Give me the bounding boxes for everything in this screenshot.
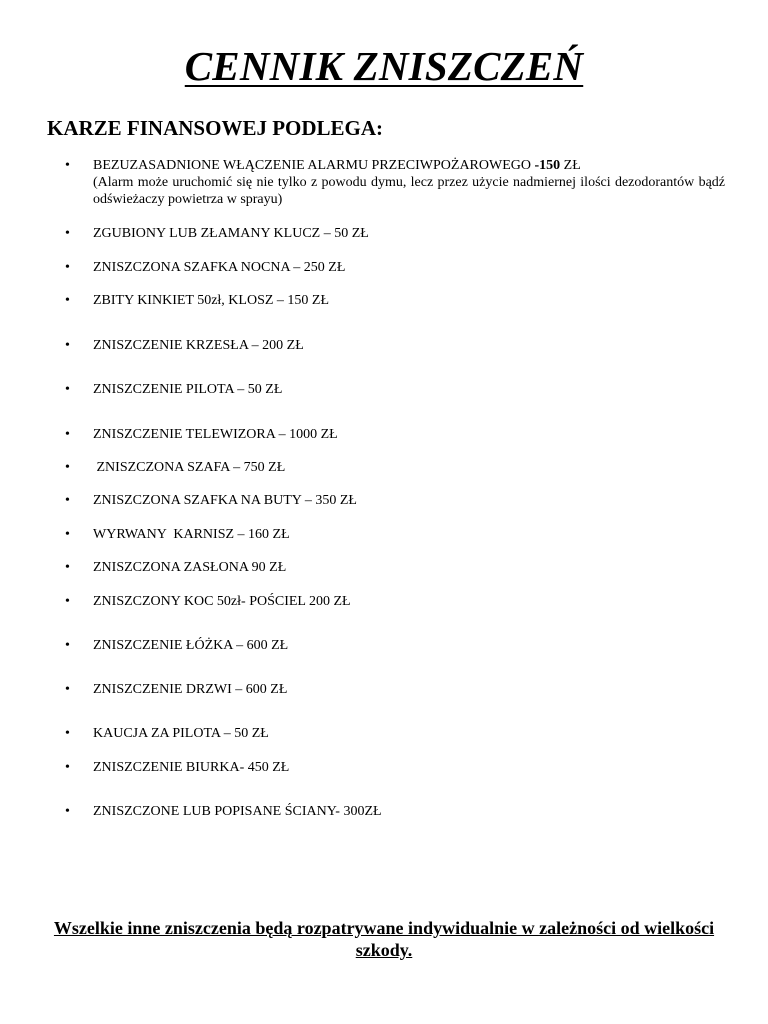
item-text: ZNISZCZENIE TELEWIZORA – 1000 ZŁ: [93, 427, 338, 442]
item-text-main: BEZUZASADNIONE WŁĄCZENIE ALARMU PRZECIWPOŻAROWEGO: [93, 158, 535, 173]
item-text: ZNISZCZENIE ŁÓŻKA – 600 ZŁ: [93, 638, 289, 653]
list-item: [65, 337, 725, 354]
item-text: ZNISZCZONA ZASŁONA 90 ZŁ: [93, 560, 287, 575]
bullet-icon: •: [65, 493, 70, 508]
bullet-icon: •: [65, 226, 70, 241]
list-item: [65, 725, 725, 742]
bullet-icon: •: [65, 638, 70, 653]
bullet-icon: •: [65, 158, 70, 173]
list-item: [65, 803, 725, 820]
list-item: [65, 681, 725, 698]
list-item: [65, 492, 725, 509]
item-text: KAUCJA ZA PILOTA – 50 ZŁ: [93, 726, 269, 741]
bullet-icon: •: [65, 382, 70, 397]
item-text: ZNISZCZENIE BIURKA- 450 ZŁ: [93, 760, 290, 775]
bullet-icon: •: [65, 338, 70, 353]
list-item: [65, 459, 725, 476]
page-title: CENNIK ZNISZCZEŃ: [184, 43, 584, 89]
bullet-icon: •: [65, 427, 70, 442]
list-item: [65, 426, 725, 443]
item-text: ZNISZCZONA SZAFKA NA BUTY – 350 ZŁ: [93, 493, 357, 508]
item-text: ZGUBIONY LUB ZŁAMANY KLUCZ – 50 ZŁ: [93, 226, 369, 241]
bullet-icon: •: [65, 293, 70, 308]
list-item: [65, 157, 725, 208]
item-text: ZNISZCZONA SZAFKA NOCNA – 250 ZŁ: [93, 260, 346, 275]
list-item: [65, 593, 725, 610]
page-title-wrap: [0, 42, 768, 90]
list-item: [65, 259, 725, 276]
bullet-icon: •: [65, 260, 70, 275]
bullet-icon: •: [65, 682, 70, 697]
item-price-bold: -150: [534, 158, 561, 173]
item-text: ZNISZCZENIE PILOTA – 50 ZŁ: [93, 382, 283, 397]
list-item: [65, 526, 725, 543]
section-heading: KARZE FINANSOWEJ PODLEGA:: [47, 116, 384, 140]
list-item: [65, 292, 725, 309]
item-text: ZNISZCZONA SZAFA – 750 ZŁ: [93, 460, 286, 475]
list-item: [65, 559, 725, 576]
item-text: ZNISZCZENIE KRZESŁA – 200 ZŁ: [93, 338, 304, 353]
item-text: ZNISZCZENIE DRZWI – 600 ZŁ: [93, 682, 288, 697]
bullet-icon: •: [65, 460, 70, 475]
bullet-icon: •: [65, 760, 70, 775]
list-item: [65, 759, 725, 776]
list-item: [65, 637, 725, 654]
item-text: WYRWANY KARNISZ – 160 ZŁ: [93, 527, 290, 542]
bullet-icon: •: [65, 560, 70, 575]
item-text: ZBITY KINKIET 50zł, KLOSZ – 150 ZŁ: [93, 293, 330, 308]
item-text: ZNISZCZONE LUB POPISANE ŚCIANY- 300ZŁ: [93, 804, 382, 819]
bullet-icon: •: [65, 594, 70, 609]
list-item: [65, 225, 725, 242]
bullet-icon: •: [65, 726, 70, 741]
bullet-icon: •: [65, 804, 70, 819]
item-note: (Alarm może uruchomić się nie tylko z powodu dymu, lecz przez użycie nadmiernej ilości dezodorantów bądź odświeżaczy powietrza w sprayu): [93, 175, 725, 207]
footer-note: Wszelkie inne zniszczenia będą rozpatrywane indywidualnie w zależności od wielkości szkody.: [53, 918, 715, 960]
bullet-icon: •: [65, 527, 70, 542]
item-text-currency: ZŁ: [560, 158, 581, 173]
item-text: [93, 157, 725, 174]
item-text: ZNISZCZONY KOC 50zł- POŚCIEL 200 ZŁ: [93, 594, 351, 609]
list-item: [65, 381, 725, 398]
